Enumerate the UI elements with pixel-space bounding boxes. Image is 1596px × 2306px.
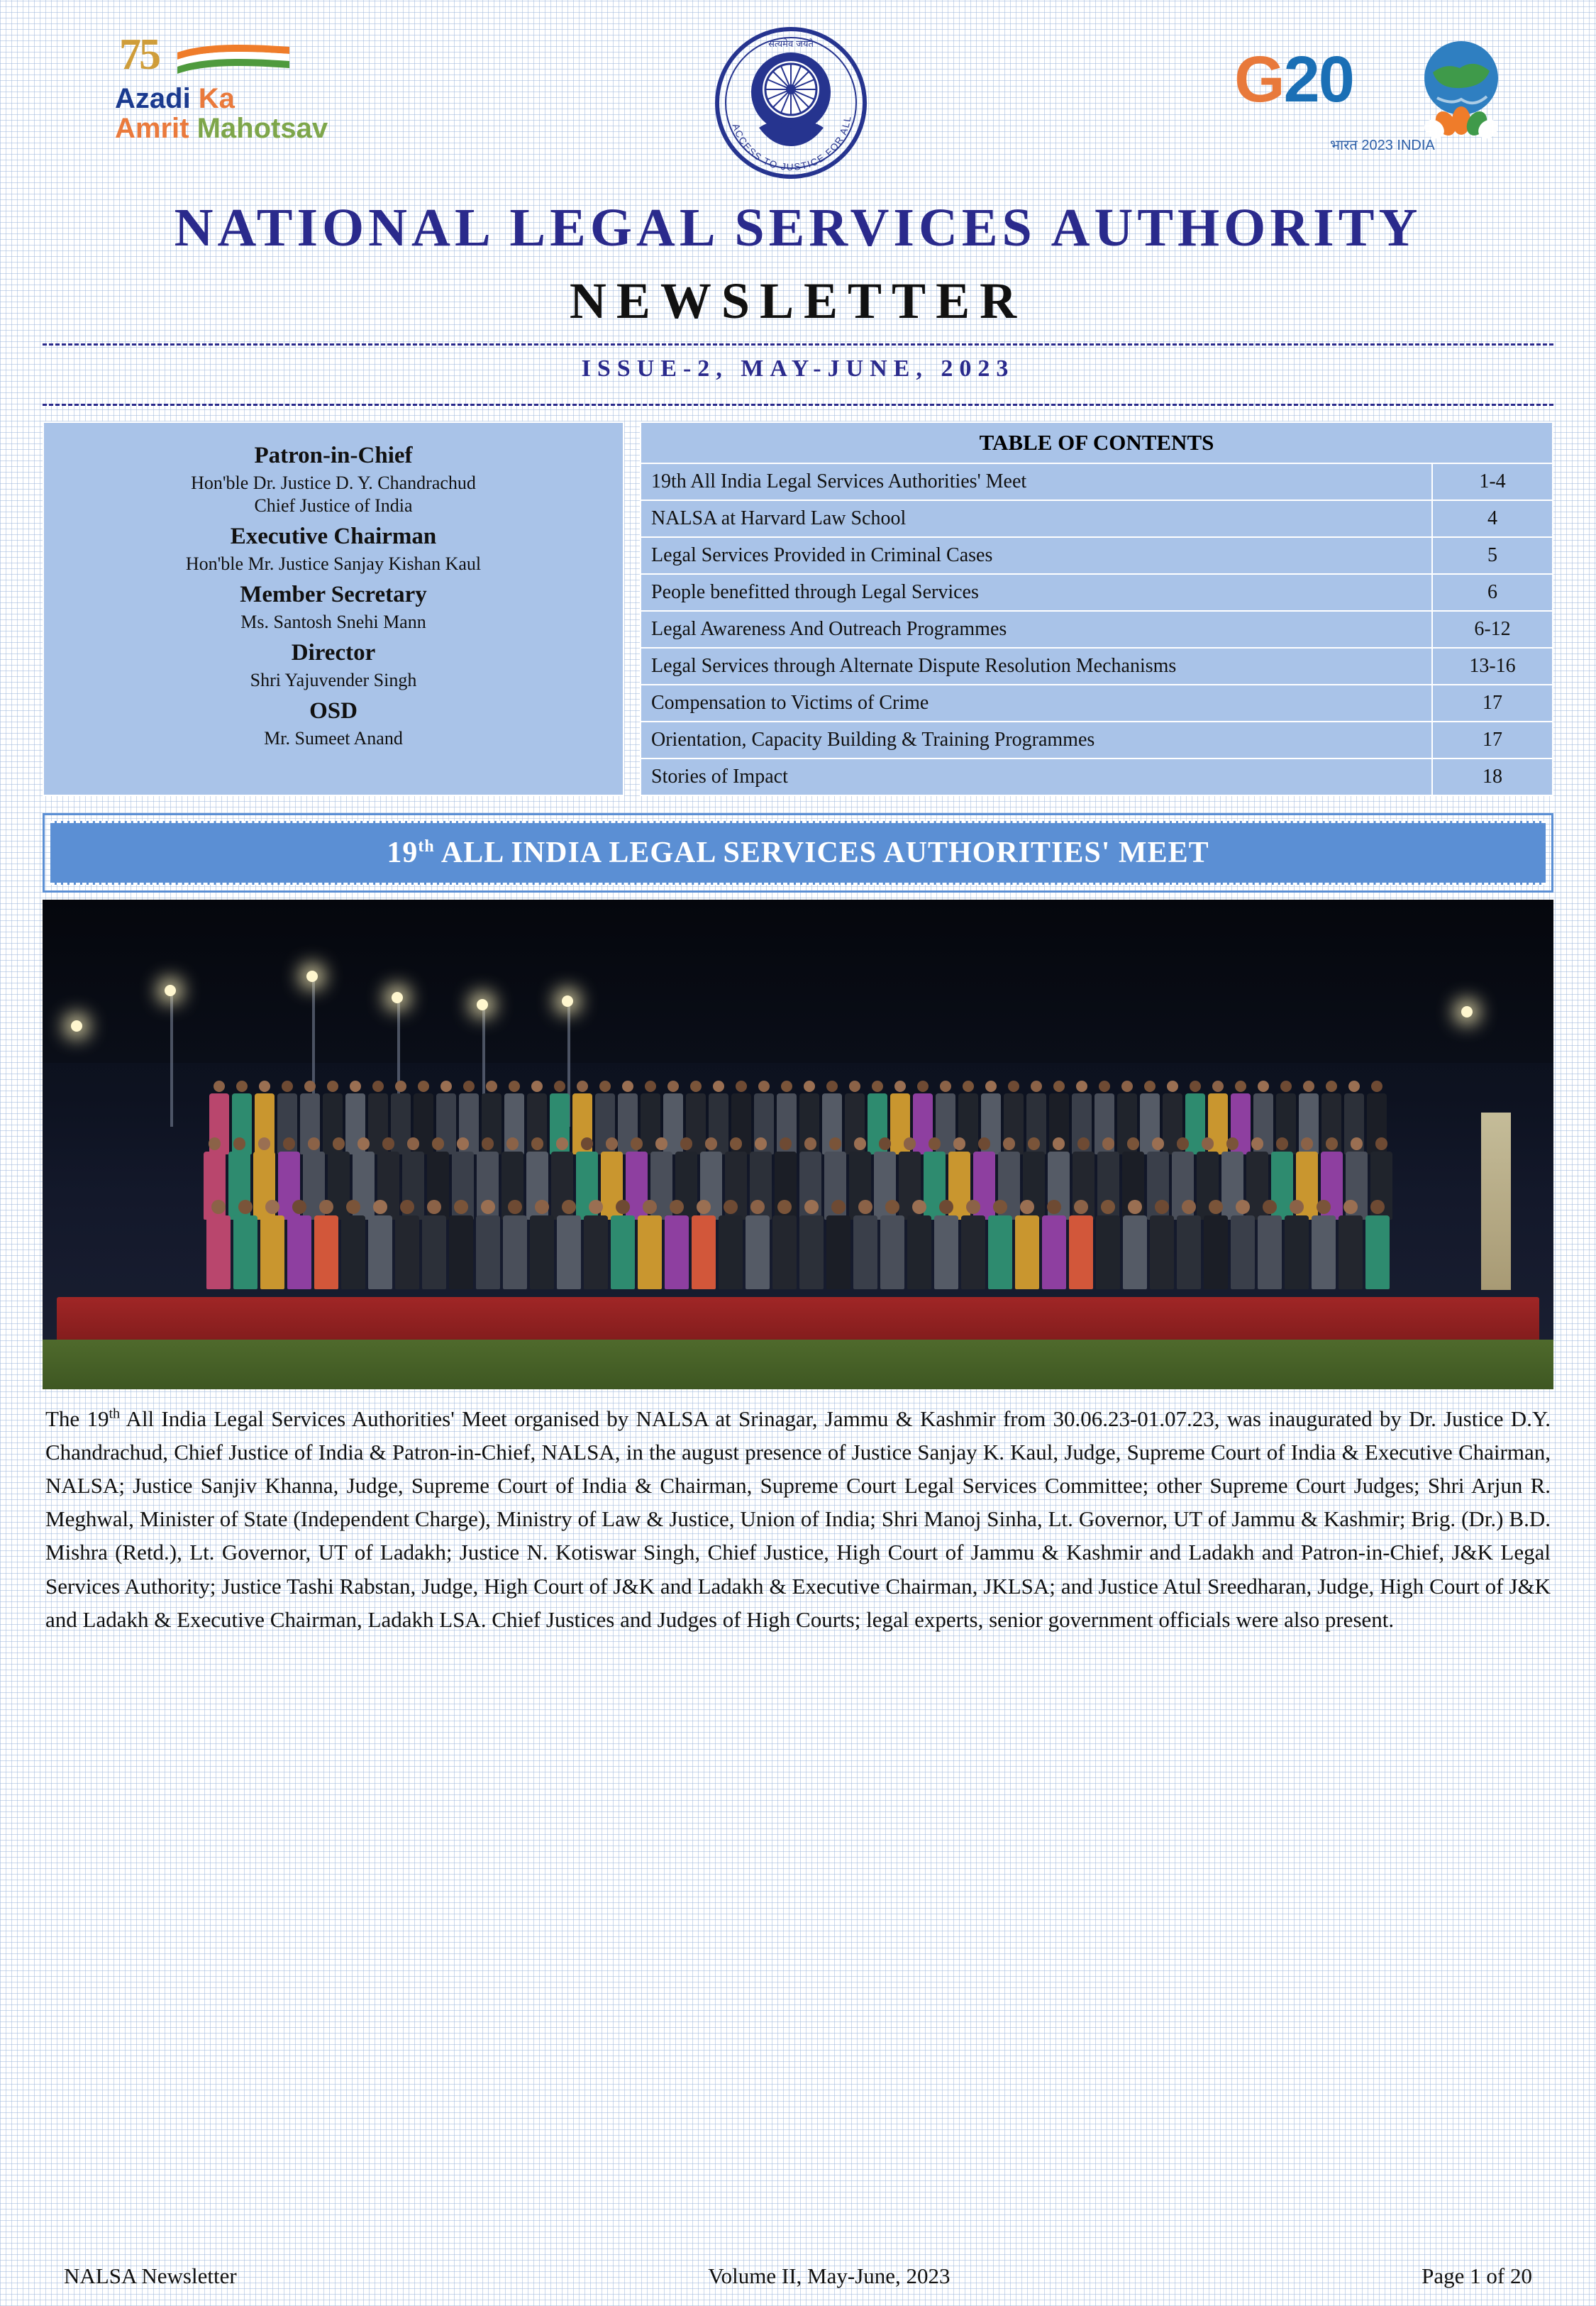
delegate-figure [988, 1200, 1012, 1289]
patron-name: Shri Yajuvender Singh [250, 670, 417, 690]
footer-left: NALSA Newsletter [64, 2263, 237, 2288]
paragraph-ordinal: th [109, 1406, 121, 1422]
paragraph-part-2: All India Legal Services Authorities' Meet organised by NALSA at Srinagar, Jammu & Kashmir from 30.06.23-01.07.23, was inaugurated by Dr. Justice D.Y. Chandrachud, Chief Justice of India & Patron-in-Chief, NALSA, in the august presence of Justice Sanjay K. Kaul, Judge, Supreme Court of India & Executive Chairman, NALSA; Justice Sanjiv Khanna, Judge, Supreme Court of India & Chairman, Supreme Court Legal Services Committee; other Supreme Court Judges; Shri Arjun R. Meghwal, Minister of State (Independent Charge), Ministry of Law & Justice, Union of India; Shri Manoj Sinha, Lt. Governor, UT of Jammu & Kashmir; Brig. (Dr.) B.D. Mishra (Retd.), Lt. Governor, UT of Ladakh; Justice N. Kotiswar Singh, Chief Justice, High Court of Jammu & Kashmir and Ladakh and Patron-in-Chief, J&K Legal Services Authority; Justice Tashi Rabstan, Judge, High Court of J&K and Ladakh & Executive Chairman, JKLSA; and Justice Atul Sreedharan, Judge, High Court of J&K and Ladakh & Executive Chairman, Ladakh LSA. Chief Justices and Judges of High Courts; legal experts, senior government officials were also present. [45, 1406, 1551, 1632]
delegate-figure [1312, 1200, 1336, 1289]
table-row[interactable] [641, 500, 1553, 537]
patron-panel [43, 421, 624, 796]
page-footer [43, 2263, 1553, 2289]
delegate-figure [1150, 1200, 1174, 1289]
nalsa-emblem-icon [706, 21, 876, 184]
toc-entry-title: Legal Awareness And Outreach Programmes [641, 611, 1432, 648]
delegate-figure [584, 1200, 608, 1289]
street-lamp-icon [71, 1020, 82, 1032]
delegate-figure [719, 1200, 743, 1289]
toc-heading: TABLE OF CONTENTS [641, 422, 1553, 463]
azadi-ka-amrit-mahotsav-logo [71, 21, 355, 184]
delegate-figure [799, 1200, 824, 1289]
delegate-figure [557, 1200, 581, 1289]
delegate-figure [746, 1200, 770, 1289]
paragraph-part-1: The 19 [45, 1406, 109, 1431]
toc-entry-pages: 17 [1432, 722, 1553, 758]
patron-role: Member Secretary [240, 582, 427, 607]
toc-entry-title: NALSA at Harvard Law School [641, 500, 1432, 537]
azadi-wordmark [115, 84, 328, 143]
masthead [43, 197, 1553, 406]
delegate-figure [934, 1200, 958, 1289]
page-title: NATIONAL LEGAL SERVICES AUTHORITY [174, 198, 1422, 258]
g20-mark: G20 [1234, 43, 1353, 116]
delegate-figure [503, 1200, 527, 1289]
patron-role: OSD [309, 698, 358, 724]
patron-subtitle: Chief Justice of India [254, 495, 413, 516]
toc-entry-pages: 17 [1432, 685, 1553, 722]
table-row[interactable] [641, 611, 1553, 648]
delegate-figure [206, 1200, 231, 1289]
delegate-figure [961, 1200, 985, 1289]
toc-entry-pages: 5 [1432, 537, 1553, 574]
azadi-75-icon: 75 [119, 31, 159, 79]
delegate-figure [422, 1200, 446, 1289]
amrit-word: Amrit [115, 113, 197, 144]
street-lamp-icon [165, 985, 176, 996]
divider-bottom [43, 404, 1553, 406]
delegate-figure [665, 1200, 689, 1289]
footer-right: Page 1 of 20 [1422, 2263, 1532, 2288]
table-row[interactable] [641, 648, 1553, 685]
street-lamp-icon [1461, 1006, 1473, 1017]
table-row[interactable] [641, 722, 1553, 758]
header-logo-row [43, 0, 1553, 192]
table-row[interactable] [641, 574, 1553, 611]
table-row[interactable] [641, 758, 1553, 795]
banner-prefix: 19 [387, 837, 419, 869]
delegate-crowd [43, 1081, 1553, 1286]
patron-name: Ms. Santosh Snehi Mann [240, 612, 426, 632]
mahotsav-word: Mahotsav [196, 113, 328, 144]
patron-name: Hon'ble Mr. Justice Sanjay Kishan Kaul [185, 553, 482, 574]
delegate-figure [314, 1200, 338, 1289]
delegate-figure [638, 1200, 662, 1289]
delegate-figure [1285, 1200, 1309, 1289]
table-row[interactable] [641, 463, 1553, 500]
banner-rest: ALL INDIA LEGAL SERVICES AUTHORITIES' MEET [434, 837, 1209, 869]
delegate-figure [395, 1200, 419, 1289]
toc-entry-pages: 6 [1432, 574, 1553, 611]
delegate-figure [853, 1200, 877, 1289]
article-banner [50, 821, 1546, 885]
delegate-figure [1365, 1200, 1390, 1289]
delegate-figure [1042, 1200, 1066, 1289]
delegate-figure [772, 1200, 797, 1289]
delegate-figure [449, 1200, 473, 1289]
delegate-figure [1096, 1200, 1120, 1289]
toc-entry-pages: 18 [1432, 758, 1553, 795]
footer-center: Volume II, May-June, 2023 [708, 2263, 951, 2288]
toc-entry-pages: 1-4 [1432, 463, 1553, 500]
toc-entry-title: Orientation, Capacity Building & Training Programmes [641, 722, 1432, 758]
g20-subtitle: भारत 2023 INDIA [1330, 138, 1435, 153]
street-lamp-icon [306, 971, 318, 982]
delegate-figure [1015, 1200, 1039, 1289]
table-row[interactable] [641, 537, 1553, 574]
delegate-figure [476, 1200, 500, 1289]
toc-entry-pages: 6-12 [1432, 611, 1553, 648]
delegate-figure [233, 1200, 257, 1289]
patron-role: Patron-in-Chief [254, 443, 413, 468]
emblem-ring-text: ACCESS TO JUSTICE FOR ALL [730, 114, 853, 173]
g20-globe-lotus-icon [1404, 30, 1518, 143]
toc-entry-title: 19th All India Legal Services Authorities' Meet [641, 463, 1432, 500]
delegate-figure [1231, 1200, 1255, 1289]
street-lamp-icon [477, 999, 488, 1010]
tricolour-flag-icon [177, 43, 291, 84]
meet-group-photo [43, 900, 1553, 1389]
delegate-figure [1258, 1200, 1282, 1289]
delegate-figure [1123, 1200, 1147, 1289]
patron-name: Mr. Sumeet Anand [264, 728, 403, 749]
delegate-figure [611, 1200, 635, 1289]
article-section [43, 813, 1553, 893]
emblem-top-text: सत्यमेव जयते [768, 39, 814, 50]
banner-ordinal: th [418, 837, 435, 856]
lawn [43, 1340, 1553, 1389]
patron-name: Hon'ble Dr. Justice D. Y. Chandrachud [191, 473, 476, 493]
delegate-figure [826, 1200, 850, 1289]
street-lamp-icon [562, 995, 573, 1007]
delegate-figure [1069, 1200, 1093, 1289]
delegate-figure [1339, 1200, 1363, 1289]
azadi-word: Azadi [115, 83, 199, 114]
patron-role: Executive Chairman [230, 524, 437, 549]
info-row [43, 421, 1553, 796]
toc-entry-pages: 4 [1432, 500, 1553, 537]
street-lamp-icon [392, 992, 403, 1003]
delegate-figure [907, 1200, 931, 1289]
delegate-figure [260, 1200, 284, 1289]
toc-entry-pages: 13-16 [1432, 648, 1553, 685]
toc-entry-title: Legal Services Provided in Criminal Cases [641, 537, 1432, 574]
g20-india-logo [1227, 21, 1525, 184]
newsletter-subtitle: NEWSLETTER [569, 272, 1027, 329]
toc-entry-title: Stories of Impact [641, 758, 1432, 795]
delegate-figure [287, 1200, 311, 1289]
delegate-figure [692, 1200, 716, 1289]
toc-entry-title: Legal Services through Alternate Dispute Resolution Mechanisms [641, 648, 1432, 685]
article-paragraph [43, 1402, 1553, 1636]
night-sky [43, 900, 1553, 1063]
delegate-figure [530, 1200, 554, 1289]
table-of-contents [640, 421, 1553, 796]
patron-role: Director [291, 640, 376, 666]
delegate-figure [368, 1200, 392, 1289]
table-row[interactable] [641, 685, 1553, 722]
toc-entry-title: People benefitted through Legal Services [641, 574, 1432, 611]
delegate-figure [341, 1200, 365, 1289]
ka-word: Ka [198, 83, 235, 114]
delegate-figure [880, 1200, 904, 1289]
delegate-figure [1204, 1200, 1228, 1289]
delegate-figure [1177, 1200, 1201, 1289]
issue-label: ISSUE-2, MAY-JUNE, 2023 [581, 355, 1015, 382]
toc-entry-title: Compensation to Victims of Crime [641, 685, 1432, 722]
